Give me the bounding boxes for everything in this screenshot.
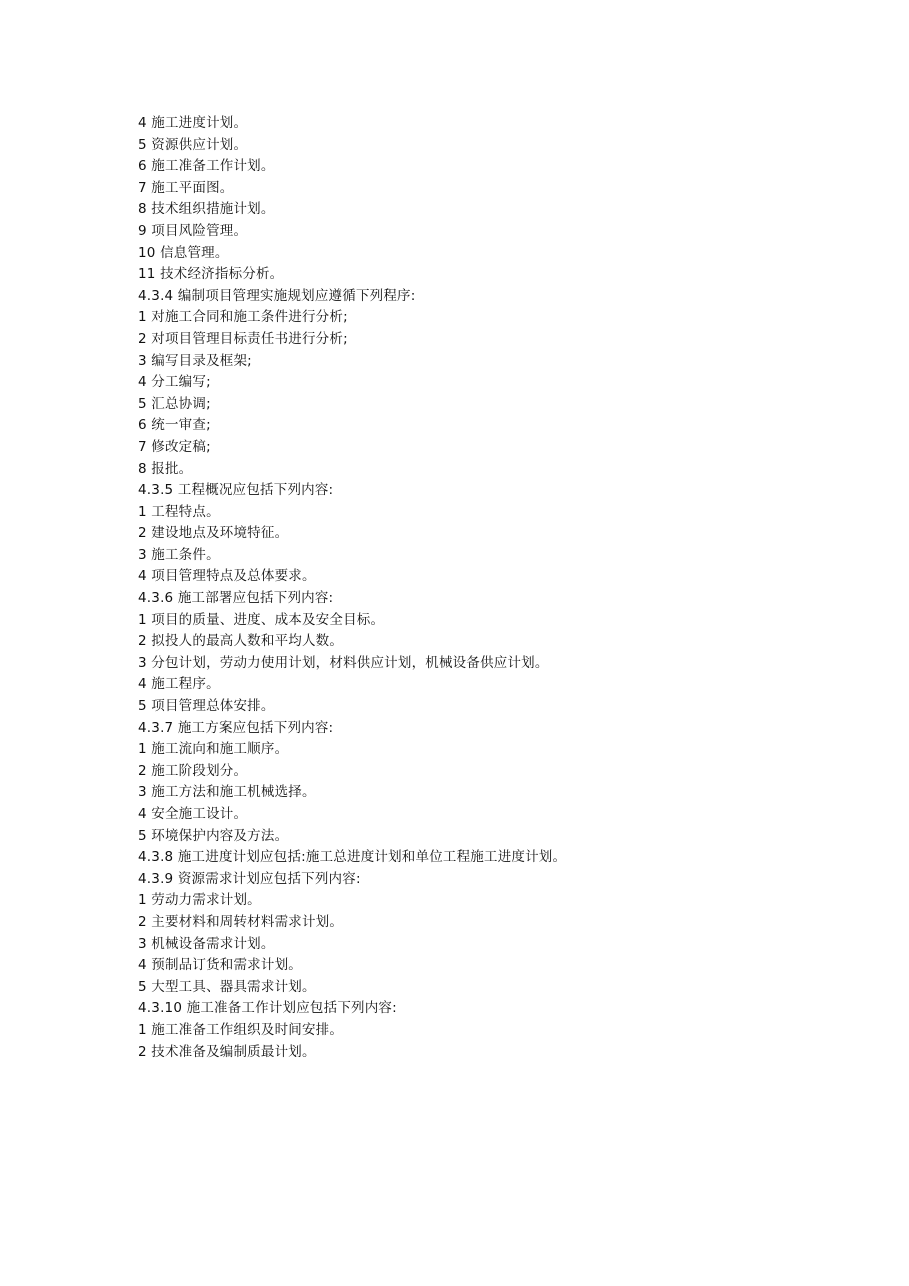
- text-line: 4 预制品订货和需求计划。: [138, 957, 302, 974]
- text-line: 5 项目管理总体安排。: [138, 698, 275, 715]
- section-heading: 4.3.4 编制项目管理实施规划应遵循下列程序:: [138, 287, 416, 304]
- text-line: 1 工程特点。: [138, 503, 220, 520]
- text-line: 8 报批。: [138, 460, 193, 477]
- text-line: 1 施工准备工作组织及时间安排。: [138, 1021, 344, 1038]
- text-line: 7 施工平面图。: [138, 179, 234, 196]
- text-line: 3 施工方法和施工机械选择。: [138, 784, 316, 801]
- text-line: 2 主要材料和周转材料需求计划。: [138, 913, 344, 930]
- text-line: 3 编写目录及框架;: [138, 352, 252, 369]
- text-line: 2 技术准备及编制质最计划。: [138, 1043, 316, 1060]
- text-line: 4 施工进度计划。: [138, 115, 248, 131]
- text-line: 5 大型工具、器具需求计划。: [138, 978, 316, 995]
- text-line: 11 技术经济指标分析。: [138, 266, 284, 283]
- text-line: 5 资源供应计划。: [138, 136, 248, 153]
- section-heading: 4.3.8 施工进度计划应包括:施工总进度计划和单位工程施工进度计划。: [138, 849, 567, 866]
- section-heading: 4.3.6 施工部署应包括下列内容:: [138, 590, 334, 607]
- section-heading: 4.3.10 施工准备工作计划应包括下列内容:: [138, 1000, 397, 1017]
- text-line: 1 对施工合同和施工条件进行分析;: [138, 309, 348, 326]
- text-line: 4 项目管理特点及总体要求。: [138, 568, 316, 585]
- text-line: 2 施工阶段划分。: [138, 762, 248, 779]
- text-line: 7 修改定稿;: [138, 438, 211, 455]
- text-line: 2 对项目管理目标责任书进行分析;: [138, 330, 348, 347]
- document-body: [138, 113, 858, 1063]
- text-line: 2 拟投人的最高人数和平均人数。: [138, 633, 344, 650]
- text-line: 3 机械设备需求计划。: [138, 935, 275, 952]
- section-heading: 4.3.7 施工方案应包括下列内容:: [138, 719, 334, 736]
- text-line: 9 项目风险管理。: [138, 222, 248, 239]
- text-line: 5 汇总协调;: [138, 395, 211, 412]
- text-line: 1 项目的质量、进度、成本及安全目标。: [138, 611, 385, 628]
- text-line: 3 分包计划，劳动力使用计划，材料供应计划，机械设备供应计划。: [138, 654, 549, 671]
- text-line: 4 分工编写;: [138, 374, 211, 391]
- section-heading: 4.3.9 资源需求计划应包括下列内容:: [138, 870, 361, 887]
- text-line: 6 施工准备工作计划。: [138, 158, 275, 175]
- text-line: 4 安全施工设计。: [138, 806, 248, 822]
- text-line: 8 技术组织措施计划。: [138, 201, 275, 218]
- section-heading: 4.3.5 工程概况应包括下列内容:: [138, 482, 334, 499]
- text-line: 4 施工程序。: [138, 676, 220, 693]
- text-line: 1 劳动力需求计划。: [138, 892, 261, 909]
- text-line: 3 施工条件。: [138, 546, 220, 563]
- text-line: 6 统一审查;: [138, 417, 211, 434]
- text-line: 1 施工流向和施工顺序。: [138, 741, 289, 758]
- text-line: 2 建设地点及环境特征。: [138, 525, 289, 542]
- text-line: 10 信息管理。: [138, 244, 229, 261]
- text-line: 5 环境保护内容及方法。: [138, 827, 289, 844]
